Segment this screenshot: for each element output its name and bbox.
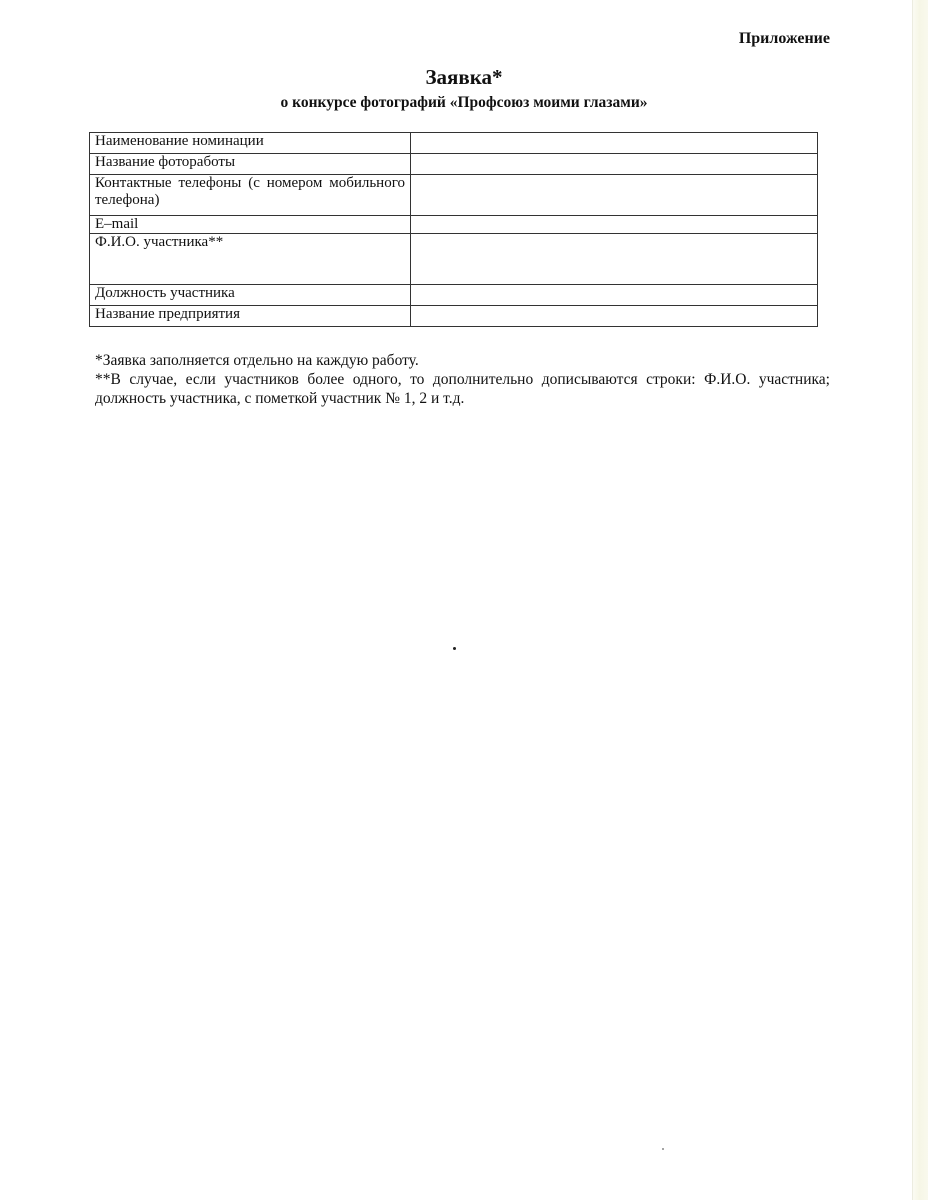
nomination-field[interactable] bbox=[411, 133, 818, 154]
table-row bbox=[90, 154, 818, 175]
footnotes bbox=[95, 351, 830, 408]
document-subtitle: о конкурсе фотографий «Профсоюз моими глазами» bbox=[280, 94, 648, 111]
enterprise-name-field[interactable] bbox=[411, 306, 818, 327]
scan-speck bbox=[662, 1148, 664, 1150]
scan-page-edge bbox=[912, 0, 928, 1200]
participant-name-label: Ф.И.О. участника** bbox=[90, 234, 411, 285]
table-row bbox=[90, 234, 818, 285]
appendix-label: Приложение bbox=[738, 30, 830, 47]
table-row bbox=[90, 306, 818, 327]
table-row bbox=[90, 285, 818, 306]
document-title: Заявка* bbox=[425, 65, 503, 89]
photo-title-field[interactable] bbox=[411, 154, 818, 175]
participant-name-field[interactable] bbox=[411, 234, 818, 285]
scan-speck bbox=[453, 647, 456, 650]
table-row bbox=[90, 216, 818, 234]
photo-title-label: Название фоторaботы bbox=[90, 154, 411, 175]
participant-position-label: Должность участника bbox=[90, 285, 411, 306]
application-form-table bbox=[89, 132, 818, 327]
table-row bbox=[90, 133, 818, 154]
contact-phones-field[interactable] bbox=[411, 175, 818, 216]
table-row bbox=[90, 175, 818, 216]
enterprise-name-label: Название предприятия bbox=[90, 306, 411, 327]
footnote-single-entry: *Заявка заполняется отдельно на каждую работу. bbox=[95, 352, 419, 369]
nomination-label: Наименование номинации bbox=[90, 133, 411, 154]
participant-position-field[interactable] bbox=[411, 285, 818, 306]
email-field[interactable] bbox=[411, 216, 818, 234]
contact-phones-label: Контактные телефоны (с номером мобильного телефона) bbox=[90, 175, 411, 216]
email-label: E–mail bbox=[90, 216, 411, 234]
footnote-multiple-participants: **В случае, если участников более одного, то дополнительно дописываются строки: Ф.И.О. участника; должность участника, с пометкой участник № 1, 2 и т.д. bbox=[95, 371, 830, 407]
